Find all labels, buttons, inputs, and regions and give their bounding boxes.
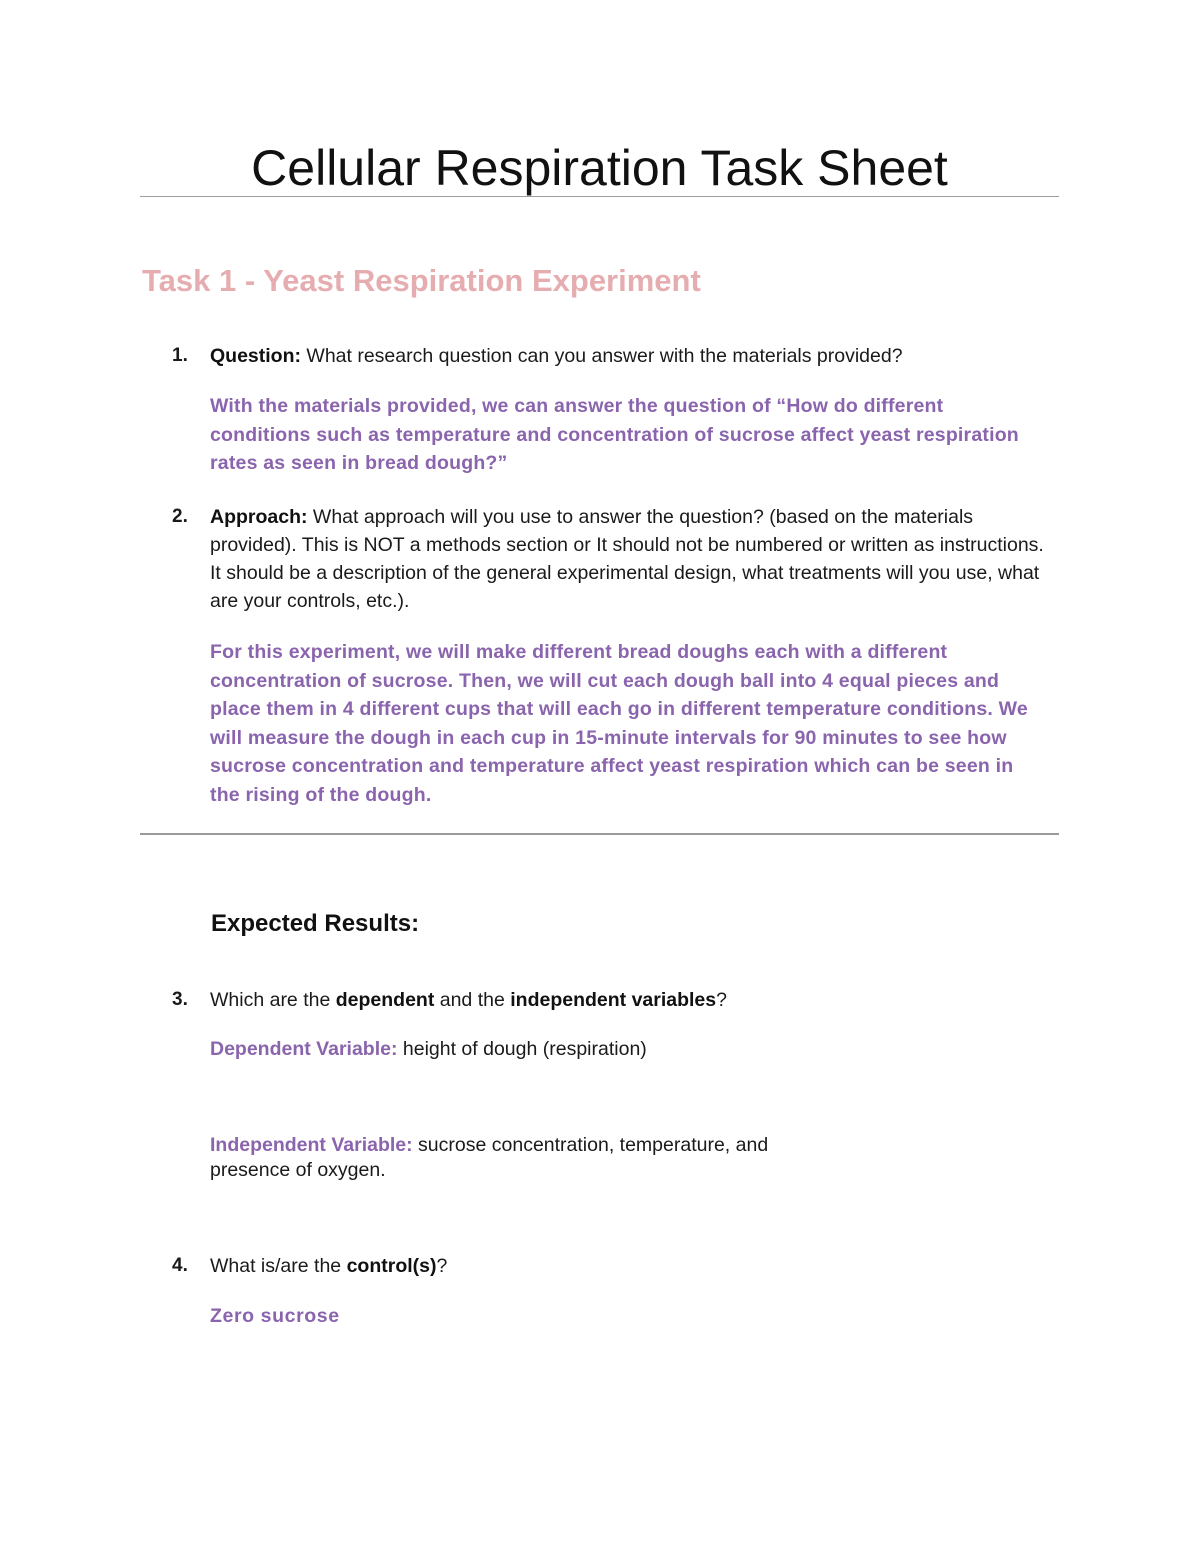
question-text: What approach will you use to answer the question? (based on the materials provided). This is NOT a methods section or It should not be numbered or written as instructions. It should be a description of the general experimental design, what treatments will you use, what are your controls, etc.). bbox=[210, 506, 1044, 612]
question-2 bbox=[172, 503, 1062, 809]
question-prompt: Which are the dependent and the independent variables? bbox=[210, 989, 727, 1011]
question-label: Approach: bbox=[210, 506, 308, 528]
dependent-variable-answer bbox=[210, 1037, 850, 1062]
question-number: 4. bbox=[172, 1255, 188, 1276]
question-prompt bbox=[210, 342, 1062, 370]
question-number: 3. bbox=[172, 989, 188, 1010]
question-number: 2. bbox=[172, 506, 188, 527]
expected-results-heading: Expected Results: bbox=[211, 910, 420, 937]
page-title: Cellular Respiration Task Sheet bbox=[251, 140, 948, 196]
independent-variable-value: sucrose concentration, temperature, and presence of oxygen. bbox=[210, 1134, 769, 1181]
question-prompt bbox=[210, 503, 1060, 615]
independent-variable-label: Independent Variable: bbox=[210, 1134, 413, 1156]
question-number: 1. bbox=[172, 345, 188, 366]
section-divider bbox=[140, 833, 1059, 835]
question-label: Question: bbox=[210, 345, 301, 367]
question-1-answer: With the materials provided, we can answer the question of “How do different conditions such as temperature and concentration of sucrose affect yeast respiration rates as seen in bread dough?” bbox=[210, 395, 1019, 474]
independent-variable-answer bbox=[210, 1133, 850, 1183]
dependent-variable-label: Dependent Variable: bbox=[210, 1038, 398, 1060]
question-text: What research question can you answer with the materials provided? bbox=[301, 345, 903, 367]
question-3 bbox=[172, 986, 1062, 1014]
question-prompt: What is/are the control(s)? bbox=[210, 1255, 448, 1277]
question-4-answer: Zero sucrose bbox=[210, 1305, 340, 1327]
question-4 bbox=[172, 1252, 1062, 1331]
task-1-heading: Task 1 - Yeast Respiration Experiment bbox=[142, 263, 701, 298]
title-divider bbox=[140, 196, 1059, 197]
question-2-answer: For this experiment, we will make different bread doughs each with a different concentration of sucrose. Then, we will cut each dough ball into 4 equal pieces and place them in 4 different cups that will each go in different temperature conditions. We will measure the dough in each cup in 15-minute intervals for 90 minutes to see how sucrose concentration and temperature affect yeast respiration which can be seen in the rising of the dough. bbox=[210, 641, 1028, 806]
dependent-variable-value: height of dough (respiration) bbox=[397, 1038, 647, 1060]
question-1 bbox=[172, 342, 1062, 478]
